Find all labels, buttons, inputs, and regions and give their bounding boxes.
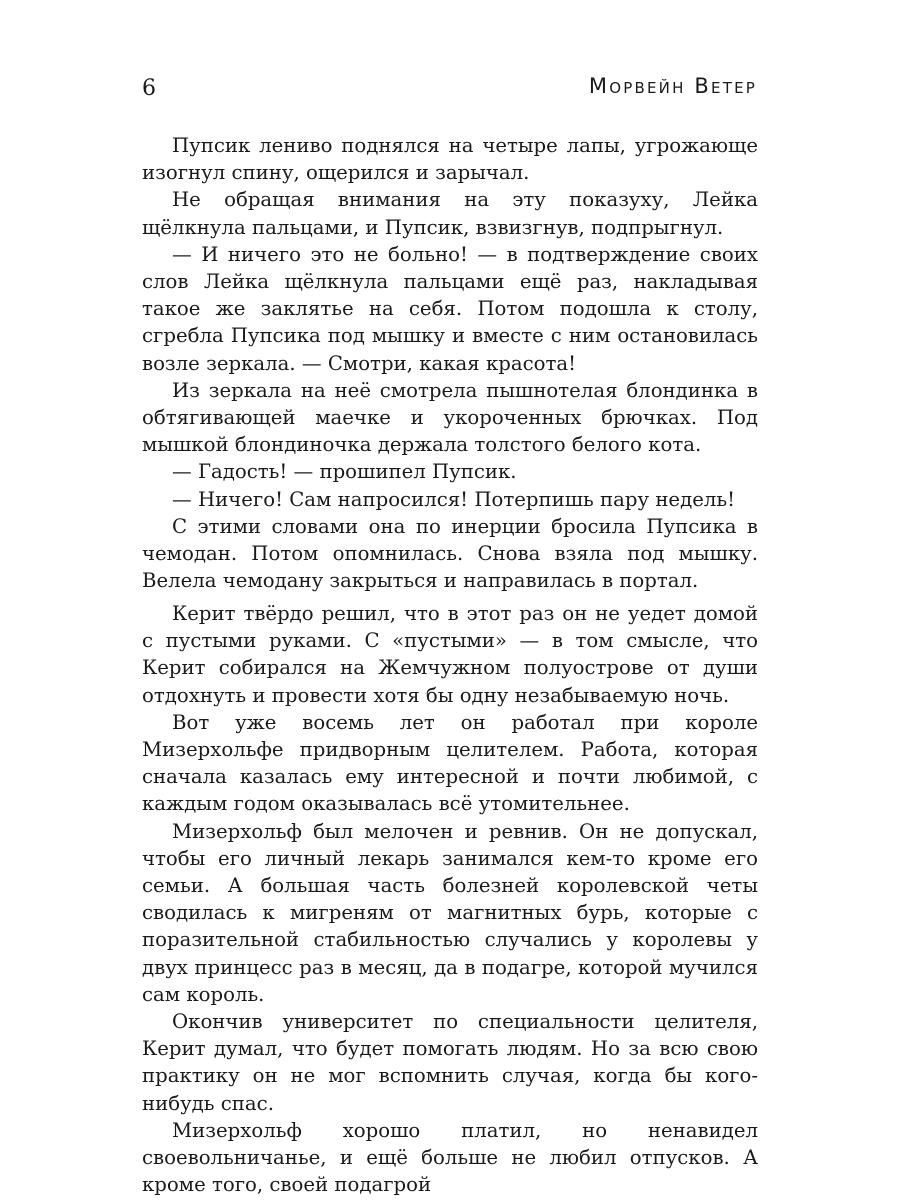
text-section-2 (142, 600, 758, 1198)
paragraph: С этими словами она по инерции бросила Пупсика в чемодан. Потом опомнилась. Снова взяла под мышку. Велела чемодану закрыться и направилась в портал. (142, 514, 758, 593)
paragraph: Из зеркала на неё смотрела пышнотелая блондинка в обтягивающей маечке и укороченных брючках. Под мышкой блондиночка держала толстого белого кота. (142, 378, 758, 457)
text-section-1 (142, 132, 758, 594)
running-header (142, 74, 757, 110)
paragraph: — И ничего это не больно! — в подтверждение своих слов Лейка щёлкнула пальцами ещё раз, накладывая такое же заклятье на себя. Потом подошла к столу, сгребла Пупсика под мышку и вместе с ним остановилась возле зеркала. — Смотри, какая красота! (142, 242, 758, 375)
paragraph: Пупсик лениво поднялся на четыре лапы, угрожающе изогнул спину, ощерился и зарычал. (142, 134, 758, 185)
paragraph: — Гадость! — прошипел Пупсик. (172, 460, 517, 484)
page-number: 6 (142, 76, 156, 101)
paragraph: Вот уже восемь лет он работал при короле Мизерхольфе придворным целителем. Работа, которая сначала казалась ему интересной и почти любимой, с каждым годом оказывалась всё утомительнее. (142, 710, 758, 816)
paragraph: Мизерхольф был мелочен и ревнив. Он не допускал, чтобы его личный лекарь занимался кем-то кроме его семьи. А большая часть болезней королевской четы сводилась к мигреням от магнитных бурь, которые с поразительной стабильностью случались у королевы у двух принцесс раз в месяц, да в подагре, которой мучился сам король. (142, 819, 758, 1006)
paragraph: Мизерхольф хорошо платил, но ненавидел своевольничанье, и ещё больше не любил отпусков. А кроме того, своей подагрой (142, 1118, 758, 1197)
paragraph: Керит твёрдо решил, что в этот раз он не уедет домой с пустыми руками. С «пустыми» — в том смысле, что Керит собирался на Жемчужном полуострове от души отдохнуть и провести хотя бы одну незабываемую ночь. (142, 602, 758, 707)
book-title: Морвейн Ветер (588, 74, 757, 98)
paragraph: Окончив университет по специальности целителя, Керит думал, что будет помогать людям. Но за всю свою практику он не мог вспомнить случая, когда бы кого-нибудь спас. (142, 1010, 758, 1115)
paragraph: Не обращая внимания на эту показуху, Лейка щёлкнула пальцами, и Пупсик, взвизгнув, подпрыгнул. (142, 188, 758, 239)
paragraph: — Ничего! Сам напросился! Потерпишь пару недель! (172, 487, 735, 511)
